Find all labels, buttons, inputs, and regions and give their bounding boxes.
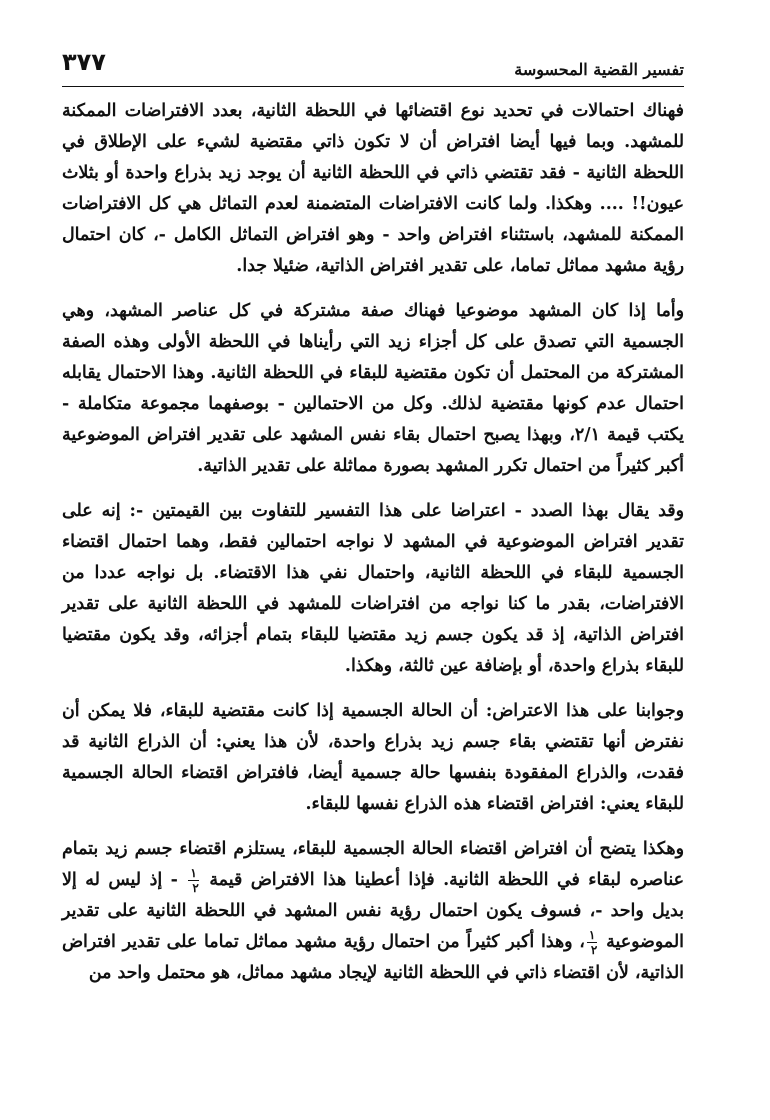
fraction-numerator: ١ bbox=[588, 928, 596, 942]
paragraph-5-part-c: ، وهذا أكبر كثيراً من احتمال رؤية مشهد مماثل تماما على تقدير افتراض الذاتية، لأن اقتضاء ذاتي في اللحظة الثانية لإيجاد مشهد مماثل، هو محتمل واحد من bbox=[62, 932, 684, 983]
paragraph-4: وجوابنا على هذا الاعتراض: أن الحالة الجسمية إذا كانت مقتضية للبقاء، فلا يمكن أن نفترض أنها تقتضي بقاء جسم زيد بذراع واحدة، لأن هذا يعني: أن الذراع الثانية قد فقدت، والذراع المفقودة بنفسها حالة جسمية أيضا، فافتراض اقتضاء الحالة الجسمية للبقاء يعني: افتراض اقتضاء هذه الذراع نفسها للبقاء. bbox=[62, 701, 684, 814]
paragraph-5-part-b: - إذ ليس له إلا بديل واحد -، فسوف يكون احتمال رؤية نفس المشهد في اللحظة الثانية على تقدير الموضوعية bbox=[62, 870, 684, 952]
fraction-numerator: ١ bbox=[190, 866, 197, 880]
running-title: تفسير القضية المحسوسة bbox=[514, 60, 684, 79]
paragraph-1: فهناك احتمالات في تحديد نوع اقتضائها في اللحظة الثانية، بعدد الافتراضات الممكنة للمشهد. وبما فيها أيضا افتراض أن لا تكون ذاتي مقتضية لشيء على الإطلاق في اللحظة الثانية - فقد تقتضي ذاتي في اللحظة الثانية أن يوجد زيد بذراع واحدة أو بثلاث عيون!! .... وهكذا. ولما كانت الافتراضات المتضمنة لعدم التماثل هي كل الافتراضات الممكنة للمشهد، باستثناء افتراض واحد - وهو افتراض التماثل الكامل -، كان احتمال رؤية مشهد مماثل تماما، على تقدير افتراض الذاتية، ضئيلا جدا. bbox=[62, 101, 684, 276]
paragraph-5 bbox=[62, 834, 684, 989]
paragraph-3: وقد يقال بهذا الصدد - اعتراضا على هذا التفسير للتفاوت بين القيمتين -: إنه على تقدير افتراض الموضوعية في المشهد لا نواجه احتمالين فقط، وهما احتمال اقتضاء الجسمية للبقاء في اللحظة الثانية، واحتمال نفي هذا الاقتضاء. بل نواجه عددا من الافتراضات، بقدر ما كنا نواجه من افتراضات للمشهد في اللحظة الثانية على تقدير افتراض الذاتية، إذ قد يكون جسم زيد مقتضيا للبقاء بتمام أجزائه، وقد يكون مقتضيا للبقاء بذراع واحدة، أو بإضافة عين ثالثة، وهكذا. bbox=[62, 501, 684, 676]
paragraph-2: وأما إذا كان المشهد موضوعيا فهناك صفة مشتركة في كل عناصر المشهد، وهي الجسمية التي تصدق على كل أجزاء زيد التي رأيناها في اللحظة الأولى وهذه الصفة المشتركة من المحتمل أن تكون مقتضية للبقاء في اللحظة الثانية. وهذا الاحتمال يقابله احتمال عدم كونها مقتضية لذلك. وكل من الاحتمالين - بوصفهما مجموعة متكاملة - يكتب قيمة ٢/١، وبهذا يصبح احتمال بقاء نفس المشهد على تقدير افتراض الموضوعية أكبر كثيراً من احتمال تكرر المشهد بصورة مماثلة على تقدير الذاتية. bbox=[62, 301, 684, 476]
fraction-one-half bbox=[188, 867, 198, 894]
fraction-denominator: ٢ bbox=[192, 881, 199, 895]
paragraph-5-part-a: وهكذا يتضح أن افتراض اقتضاء الحالة الجسمية للبقاء، يستلزم اقتضاء جسم زيد بتمام عناصره لبقاء في اللحظة الثانية. فإذا أعطينا هذا الافتراض قيمة bbox=[62, 839, 684, 890]
fraction-one-half bbox=[587, 929, 597, 956]
page-number: ٣٧٧ bbox=[62, 48, 106, 76]
page-header bbox=[62, 48, 684, 87]
fraction-denominator: ٢ bbox=[590, 943, 598, 957]
body-text bbox=[62, 96, 684, 989]
